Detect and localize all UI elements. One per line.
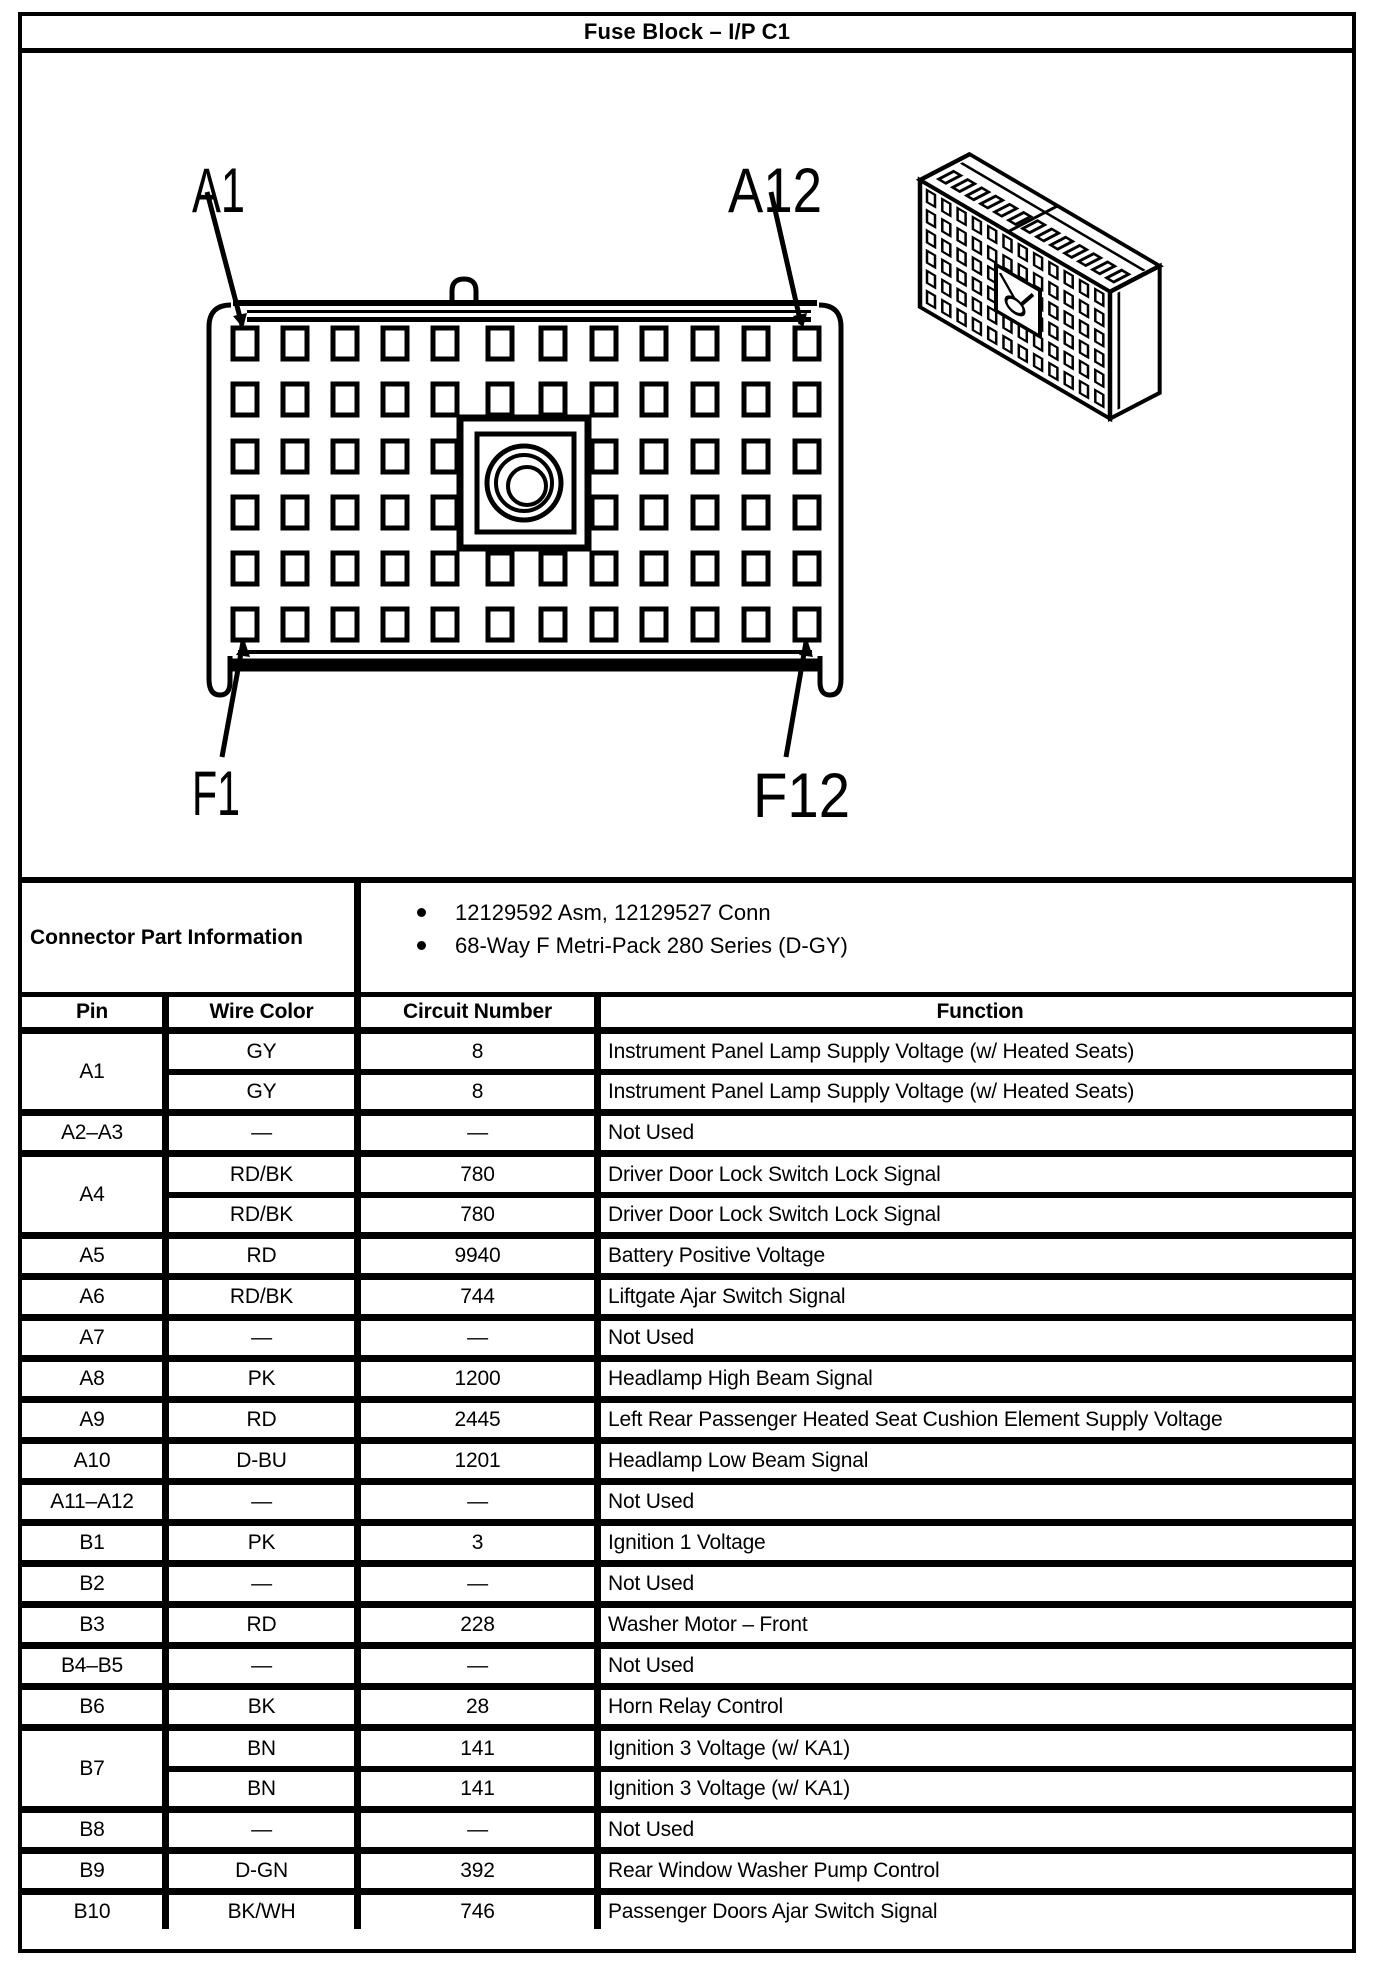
pin-cell: A5	[22, 1239, 169, 1273]
bullet-icon	[417, 908, 426, 917]
circuit-cell: 9940	[361, 1239, 601, 1273]
pin-cell: B1	[22, 1526, 169, 1560]
connector-part-info-label: Connector Part Information	[30, 925, 304, 949]
table-row	[22, 1362, 1352, 1403]
pin-cell: A8	[22, 1362, 169, 1396]
table-row	[22, 1895, 1352, 1929]
wire-color-cell: BN	[169, 1731, 361, 1772]
wire-color-cell: D-GN	[169, 1854, 361, 1888]
function-cell: Rear Window Washer Pump Control	[608, 1859, 940, 1882]
wire-color-cell: BK	[169, 1690, 361, 1724]
pin-cell: A4	[22, 1157, 169, 1232]
function-cell: Not Used	[608, 1818, 694, 1841]
table-row	[22, 1157, 1352, 1239]
function-cell: Driver Door Lock Switch Lock Signal	[608, 1203, 941, 1226]
wire-color-cell: D-BU	[169, 1444, 361, 1478]
label-f1: F1	[192, 759, 240, 829]
table-row	[22, 1034, 1352, 1116]
pin-cell: B3	[22, 1608, 169, 1642]
wire-color-cell: —	[169, 1116, 361, 1150]
table-row	[22, 1526, 1352, 1567]
title-bar	[22, 16, 1352, 53]
function-cell: Instrument Panel Lamp Supply Voltage (w/ Heated Seats)	[608, 1080, 1135, 1103]
circuit-cell: 28	[361, 1690, 601, 1724]
part-numbers: 12129592 Asm, 12129527 Conn	[455, 899, 771, 925]
pin-cell: A10	[22, 1444, 169, 1478]
pin-cell: B2	[22, 1567, 169, 1601]
header-circuit-number: Circuit Number	[361, 997, 601, 1027]
list-item	[417, 896, 1342, 929]
pin-cell: A2–A3	[22, 1116, 169, 1150]
function-cell: Instrument Panel Lamp Supply Voltage (w/ Heated Seats)	[601, 1034, 1352, 1075]
table-row	[22, 1321, 1352, 1362]
function-cell: Liftgate Ajar Switch Signal	[608, 1285, 846, 1308]
wire-color-cell: —	[169, 1649, 361, 1683]
circuit-cell: —	[361, 1813, 601, 1847]
index-tab	[452, 279, 476, 303]
circuit-cell: 1201	[361, 1444, 601, 1478]
table-row	[22, 1403, 1352, 1444]
pin-cell: B6	[22, 1690, 169, 1724]
table-row	[22, 1444, 1352, 1485]
circuit-cell: 1200	[361, 1362, 601, 1396]
mounting-bolt-hole	[460, 418, 588, 548]
pin-table-body	[22, 1034, 1352, 1929]
wire-color-cell: RD	[169, 1608, 361, 1642]
circuit-cell: 780	[361, 1198, 601, 1232]
pin-cell: B10	[22, 1895, 169, 1929]
circuit-cell: 8	[361, 1075, 601, 1109]
list-item	[417, 929, 1342, 962]
pin-cell: A1	[22, 1034, 169, 1109]
pin-cell: B8	[22, 1813, 169, 1847]
function-cell: Ignition 3 Voltage (w/ KA1)	[601, 1731, 1352, 1772]
circuit-cell: 746	[361, 1895, 601, 1929]
wire-color-cell: RD/BK	[169, 1157, 361, 1198]
function-cell: Washer Motor – Front	[608, 1613, 808, 1636]
table-row	[22, 1239, 1352, 1280]
table-row	[22, 1854, 1352, 1895]
circuit-cell: 228	[361, 1608, 601, 1642]
function-cell: Not Used	[608, 1490, 694, 1513]
pin-cell: A6	[22, 1280, 169, 1314]
wire-color-cell: RD	[169, 1239, 361, 1273]
wire-color-cell: —	[169, 1567, 361, 1601]
pin-cell: A9	[22, 1403, 169, 1437]
circuit-cell: 8	[361, 1034, 601, 1075]
table-row	[22, 1116, 1352, 1157]
connector-3d-view	[920, 154, 1160, 419]
pin-cell: A7	[22, 1321, 169, 1355]
wire-color-cell: —	[169, 1813, 361, 1847]
table-row	[22, 1731, 1352, 1813]
function-cell: Ignition 3 Voltage (w/ KA1)	[608, 1777, 851, 1800]
table-row	[22, 1690, 1352, 1731]
header-wire-color: Wire Color	[169, 997, 361, 1027]
table-row	[22, 1567, 1352, 1608]
table-row	[22, 1649, 1352, 1690]
wire-color-cell: —	[169, 1485, 361, 1519]
connector-part-info-list	[361, 883, 1352, 992]
function-cell: Headlamp Low Beam Signal	[608, 1449, 869, 1472]
function-cell: Battery Positive Voltage	[608, 1244, 825, 1267]
label-a1: A1	[192, 156, 245, 226]
circuit-cell: —	[361, 1485, 601, 1519]
function-cell: Left Rear Passenger Heated Seat Cushion Element Supply Voltage	[608, 1408, 1223, 1431]
connector-diagram	[22, 53, 1352, 883]
table-header-row	[22, 997, 1352, 1034]
circuit-cell: —	[361, 1321, 601, 1355]
function-cell: Not Used	[608, 1654, 694, 1677]
table-row	[22, 1608, 1352, 1649]
function-cell: Headlamp High Beam Signal	[608, 1367, 873, 1390]
circuit-cell: 392	[361, 1854, 601, 1888]
circuit-cell: 780	[361, 1157, 601, 1198]
function-cell: Not Used	[608, 1121, 694, 1144]
wire-color-cell: —	[169, 1321, 361, 1355]
header-function: Function	[936, 1000, 1024, 1023]
circuit-cell: —	[361, 1567, 601, 1601]
wire-color-cell: RD/BK	[169, 1198, 361, 1232]
connector-part-info-label-cell	[22, 883, 361, 992]
table-row	[22, 1813, 1352, 1854]
function-cell: Not Used	[608, 1326, 694, 1349]
wire-color-cell: GY	[169, 1034, 361, 1075]
function-cell: Horn Relay Control	[608, 1695, 783, 1718]
function-cell: Driver Door Lock Switch Lock Signal	[601, 1157, 1352, 1198]
wire-color-cell: BK/WH	[169, 1895, 361, 1929]
page-title: Fuse Block – I/P C1	[583, 19, 791, 44]
bullet-icon	[417, 941, 426, 950]
function-cell: Ignition 1 Voltage	[608, 1531, 766, 1554]
pin-cell: B4–B5	[22, 1649, 169, 1683]
circuit-cell: —	[361, 1116, 601, 1150]
connector-part-info-row	[22, 883, 1352, 997]
connector-diagram-panel	[22, 53, 1352, 883]
label-a12: A12	[728, 156, 822, 226]
circuit-cell: 141	[361, 1772, 601, 1806]
function-cell: Passenger Doors Ajar Switch Signal	[608, 1900, 938, 1923]
pin-cell: B7	[22, 1731, 169, 1806]
function-cell: Not Used	[608, 1572, 694, 1595]
pin-cell: B9	[22, 1854, 169, 1888]
wire-color-cell: GY	[169, 1075, 361, 1109]
circuit-cell: 2445	[361, 1403, 601, 1437]
circuit-cell: 3	[361, 1526, 601, 1560]
fuse-block-connector-sheet	[18, 12, 1356, 1953]
pin-cell: A11–A12	[22, 1485, 169, 1519]
header-pin: Pin	[22, 997, 169, 1027]
circuit-cell: 141	[361, 1731, 601, 1772]
wire-color-cell: RD/BK	[169, 1280, 361, 1314]
wire-color-cell: PK	[169, 1362, 361, 1396]
wire-color-cell: PK	[169, 1526, 361, 1560]
table-row	[22, 1485, 1352, 1526]
circuit-cell: 744	[361, 1280, 601, 1314]
table-row	[22, 1280, 1352, 1321]
wire-color-cell: BN	[169, 1772, 361, 1806]
circuit-cell: —	[361, 1649, 601, 1683]
connector-series: 68-Way F Metri-Pack 280 Series (D-GY)	[455, 932, 848, 958]
wire-color-cell: RD	[169, 1403, 361, 1437]
label-f12: F12	[753, 761, 850, 831]
